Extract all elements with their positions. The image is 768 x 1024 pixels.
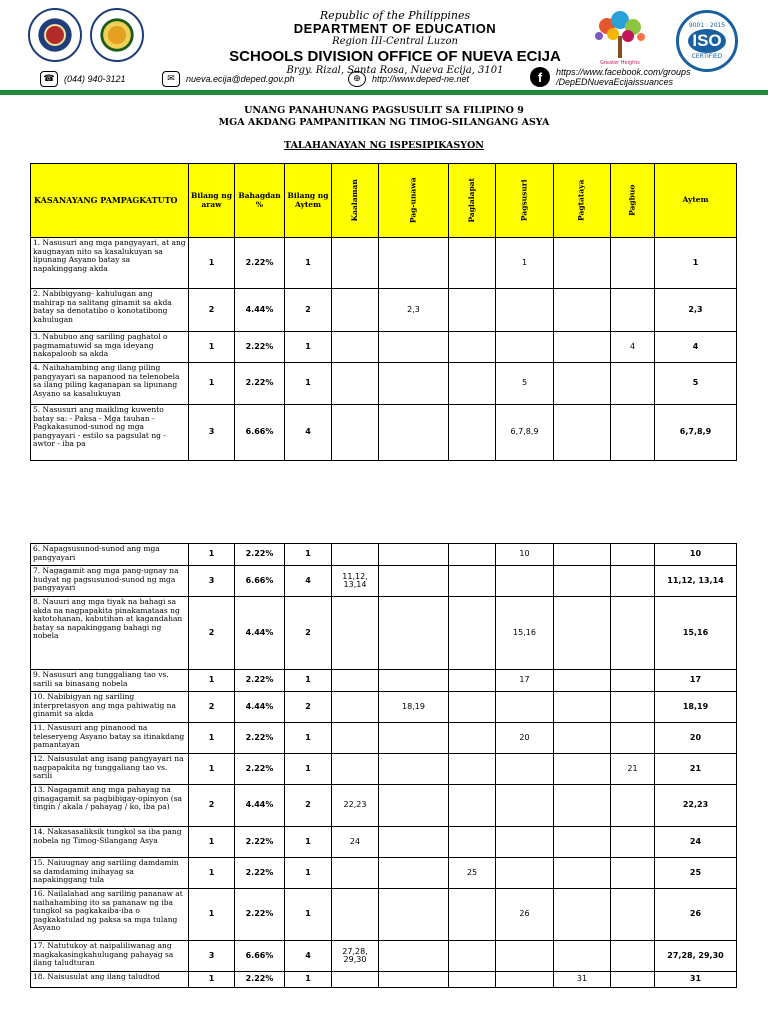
pagtataya-cell xyxy=(554,670,611,692)
pagtataya-cell xyxy=(554,858,611,889)
percent-cell: 2.22% xyxy=(235,754,285,785)
percent-cell: 6.66% xyxy=(235,405,285,461)
aytem-cell: 24 xyxy=(655,827,737,858)
percent-cell: 2.22% xyxy=(235,827,285,858)
iso-standard: 9001 : 2015 xyxy=(688,22,726,29)
table-row xyxy=(31,289,737,332)
pagbuo-cell xyxy=(611,692,655,723)
globe-icon: ⊕ xyxy=(348,71,366,87)
pagtataya-cell xyxy=(554,544,611,566)
pag-unawa-cell xyxy=(379,723,449,754)
pagsusuri-cell xyxy=(496,566,554,597)
item-count-cell: 1 xyxy=(285,889,332,941)
pag-unawa-cell xyxy=(379,544,449,566)
tree-caption: Greater Heights xyxy=(600,60,640,66)
table-row xyxy=(31,544,737,566)
aytem-cell: 4 xyxy=(655,332,737,363)
pag-unawa-cell xyxy=(379,889,449,941)
pagtataya-cell xyxy=(554,889,611,941)
pagtataya-cell xyxy=(554,363,611,405)
kaalaman-cell: 27,28, 29,30 xyxy=(332,941,379,972)
pagbuo-cell xyxy=(611,363,655,405)
kaalaman-cell xyxy=(332,972,379,988)
percent-cell: 6.66% xyxy=(235,566,285,597)
office-line: SCHOOLS DIVISION OFFICE OF NUEVA ECIJA xyxy=(229,48,561,65)
percent-cell: 2.22% xyxy=(235,363,285,405)
division-seal-logo xyxy=(90,8,144,62)
pag-unawa-cell xyxy=(379,332,449,363)
kaalaman-cell xyxy=(332,363,379,405)
pagsusuri-cell: 17 xyxy=(496,670,554,692)
pagtataya-cell xyxy=(554,289,611,332)
paglalapat-cell xyxy=(449,754,496,785)
aytem-cell: 1 xyxy=(655,238,737,289)
competency-cell: 12. Naisusulat ang isang pangyayari na nagpapakita ng tunggaliang tao vs. sarili xyxy=(31,754,189,785)
aytem-cell: 18,19 xyxy=(655,692,737,723)
facebook-line-1: https://www.facebook.com/groups xyxy=(556,67,691,77)
competency-cell: 15. Naiuugnay ang sariling damdamin sa damdaming inihayag sa napakinggang tula xyxy=(31,858,189,889)
deped-seal-logo xyxy=(28,8,82,62)
days-cell: 1 xyxy=(189,723,235,754)
website-text: http://www.deped-ne.net xyxy=(372,74,470,84)
kaalaman-cell xyxy=(332,858,379,889)
aytem-cell: 21 xyxy=(655,754,737,785)
days-cell: 1 xyxy=(189,238,235,289)
kaalaman-cell: 24 xyxy=(332,827,379,858)
republic-line: Republic of the Philippines xyxy=(319,9,471,22)
aytem-cell: 25 xyxy=(655,858,737,889)
pagbuo-cell xyxy=(611,405,655,461)
item-count-cell: 1 xyxy=(285,972,332,988)
pagtataya-cell xyxy=(554,723,611,754)
header-pag-unawa: Pag-unawa xyxy=(379,164,449,238)
pagsusuri-cell: 15,16 xyxy=(496,597,554,670)
item-count-cell: 2 xyxy=(285,597,332,670)
iso-certified: CERTIFIED xyxy=(691,53,723,60)
competency-cell: 5. Nasusuri ang maikling kuwento batay sa: - Paksa - Mga tauhan - Pagkakasunod-sunod ng mga pangyayari - estilo sa pagsulat ng - awtor - iba pa xyxy=(31,405,189,461)
aytem-cell: 11,12, 13,14 xyxy=(655,566,737,597)
kaalaman-cell xyxy=(332,692,379,723)
percent-cell: 4.44% xyxy=(235,692,285,723)
facebook-icon: f xyxy=(530,67,550,87)
paglalapat-cell xyxy=(449,692,496,723)
aytem-cell: 26 xyxy=(655,889,737,941)
pagsusuri-cell xyxy=(496,972,554,988)
header-aytem: Aytem xyxy=(655,164,737,238)
paglalapat-cell xyxy=(449,723,496,754)
pagtataya-cell xyxy=(554,405,611,461)
mail-icon: ✉ xyxy=(162,71,180,87)
percent-cell: 6.66% xyxy=(235,941,285,972)
pagsusuri-cell: 6,7,8,9 xyxy=(496,405,554,461)
facebook-contact xyxy=(530,68,691,86)
pagbuo-cell xyxy=(611,723,655,754)
pagtataya-cell xyxy=(554,785,611,827)
facebook-text xyxy=(556,67,691,87)
header-percent: Bahagdan % xyxy=(235,164,285,238)
percent-cell: 2.22% xyxy=(235,723,285,754)
item-count-cell: 4 xyxy=(285,405,332,461)
pagsusuri-cell: 1 xyxy=(496,238,554,289)
specification-table-part-1 xyxy=(30,163,737,461)
paglalapat-cell xyxy=(449,941,496,972)
header-kaalaman: Kaalaman xyxy=(332,164,379,238)
item-count-cell: 4 xyxy=(285,941,332,972)
aytem-cell: 27,28, 29,30 xyxy=(655,941,737,972)
days-cell: 2 xyxy=(189,785,235,827)
iso-label: ISO xyxy=(688,29,726,53)
kaalaman-cell xyxy=(332,597,379,670)
percent-cell: 2.22% xyxy=(235,972,285,988)
table-row xyxy=(31,858,737,889)
item-count-cell: 4 xyxy=(285,566,332,597)
days-cell: 3 xyxy=(189,566,235,597)
exam-title: UNANG PANAHUNANG PAGSUSULIT SA FILIPINO 9 xyxy=(244,105,524,116)
aytem-cell: 15,16 xyxy=(655,597,737,670)
kaalaman-cell xyxy=(332,405,379,461)
table-header-row xyxy=(31,164,737,238)
header-pagsusuri: Pagsusuri xyxy=(496,164,554,238)
days-cell: 1 xyxy=(189,889,235,941)
aytem-cell: 17 xyxy=(655,670,737,692)
pag-unawa-cell xyxy=(379,363,449,405)
pagsusuri-cell: 26 xyxy=(496,889,554,941)
email-text: nueva.ecija@deped.gov.ph xyxy=(186,74,295,84)
aytem-cell: 5 xyxy=(655,363,737,405)
item-count-cell: 1 xyxy=(285,670,332,692)
competency-cell: 1. Nasusuri ang mga pangyayari, at ang kaugnayan nito sa kasalukuyan sa lipunang Asyano batay sa napakinggang akda xyxy=(31,238,189,289)
table-row xyxy=(31,723,737,754)
address-line: Brgy. Rizal, Santa Rosa, Nueva Ecija, 3101 xyxy=(286,65,504,76)
header-divider xyxy=(0,90,768,95)
aytem-cell: 6,7,8,9 xyxy=(655,405,737,461)
competency-cell: 10. Nabibigyan ng sariling interpretasyon ang mga pahiwatig na ginamit sa akda xyxy=(31,692,189,723)
days-cell: 1 xyxy=(189,332,235,363)
pagbuo-cell xyxy=(611,544,655,566)
paglalapat-cell xyxy=(449,289,496,332)
header-days: Bilang ng araw xyxy=(189,164,235,238)
competency-cell: 6. Napagsusunod-sunod ang mga pangyayari xyxy=(31,544,189,566)
pagsusuri-cell xyxy=(496,692,554,723)
pagsusuri-cell: 20 xyxy=(496,723,554,754)
table-row xyxy=(31,566,737,597)
phone-contact xyxy=(40,70,126,88)
pagsusuri-cell: 10 xyxy=(496,544,554,566)
kaalaman-cell: 11,12, 13,14 xyxy=(332,566,379,597)
pagsusuri-cell xyxy=(496,754,554,785)
days-cell: 1 xyxy=(189,754,235,785)
pagbuo-cell xyxy=(611,941,655,972)
tree-logo xyxy=(585,10,655,66)
header-pagbuo: Pagbuo xyxy=(611,164,655,238)
item-count-cell: 1 xyxy=(285,754,332,785)
competency-cell: 14. Nakasasaliksik tungkol sa iba pang nobela ng Timog-Silangang Asya xyxy=(31,827,189,858)
item-count-cell: 1 xyxy=(285,827,332,858)
days-cell: 2 xyxy=(189,597,235,670)
facebook-line-2: /DepEDNuevaEcijaissuances xyxy=(556,77,674,87)
competency-cell: 13. Nagagamit ang mga pahayag na ginagagamit sa pagbibigay-opinyon (sa tingin / akala / pahayag / ko, iba pa) xyxy=(31,785,189,827)
paglalapat-cell xyxy=(449,363,496,405)
item-count-cell: 2 xyxy=(285,289,332,332)
table-title: TALAHANAYAN NG ISPESIPIKASYON xyxy=(284,140,484,151)
item-count-cell: 1 xyxy=(285,332,332,363)
table-row xyxy=(31,238,737,289)
aytem-cell: 20 xyxy=(655,723,737,754)
pagbuo-cell xyxy=(611,566,655,597)
table-row xyxy=(31,363,737,405)
days-cell: 2 xyxy=(189,692,235,723)
paglalapat-cell xyxy=(449,566,496,597)
competency-cell: 7. Nagagamit ang mga pang-ugnay na hudyat ng pagsusunod-sunod ng mga pangyayari xyxy=(31,566,189,597)
competency-cell: 3. Nabubuo ang sariling paghatol o pagmamatuwid sa mga ideyang nakapaloob sa akda xyxy=(31,332,189,363)
pagsusuri-cell xyxy=(496,289,554,332)
pag-unawa-cell xyxy=(379,972,449,988)
days-cell: 1 xyxy=(189,670,235,692)
kaalaman-cell xyxy=(332,889,379,941)
table-row xyxy=(31,754,737,785)
kaalaman-cell xyxy=(332,238,379,289)
table-row xyxy=(31,670,737,692)
table-row xyxy=(31,941,737,972)
paglalapat-cell xyxy=(449,238,496,289)
pag-unawa-cell: 2,3 xyxy=(379,289,449,332)
table-row xyxy=(31,785,737,827)
header-paglalapat: Paglalapat xyxy=(449,164,496,238)
department-line: DEPARTMENT OF EDUCATION xyxy=(293,21,497,36)
pagbuo-cell xyxy=(611,889,655,941)
days-cell: 3 xyxy=(189,941,235,972)
kaalaman-cell xyxy=(332,544,379,566)
pagbuo-cell: 4 xyxy=(611,332,655,363)
item-count-cell: 1 xyxy=(285,723,332,754)
competency-cell: 11. Nasusuri ang pinanood na teleseryeng Asyano batay sa itinakdang pamantayan xyxy=(31,723,189,754)
days-cell: 1 xyxy=(189,858,235,889)
pagbuo-cell xyxy=(611,670,655,692)
days-cell: 1 xyxy=(189,972,235,988)
pagsusuri-cell: 5 xyxy=(496,363,554,405)
pag-unawa-cell xyxy=(379,597,449,670)
pagtataya-cell xyxy=(554,827,611,858)
percent-cell: 2.22% xyxy=(235,858,285,889)
paglalapat-cell xyxy=(449,597,496,670)
days-cell: 1 xyxy=(189,363,235,405)
pag-unawa-cell xyxy=(379,754,449,785)
paglalapat-cell xyxy=(449,972,496,988)
pagtataya-cell xyxy=(554,597,611,670)
phone-icon: ☎ xyxy=(40,71,58,87)
website-contact xyxy=(348,70,469,88)
days-cell: 2 xyxy=(189,289,235,332)
table-row xyxy=(31,692,737,723)
pagbuo-cell xyxy=(611,827,655,858)
pagbuo-cell xyxy=(611,597,655,670)
table-row xyxy=(31,597,737,670)
aytem-cell: 31 xyxy=(655,972,737,988)
letterhead xyxy=(0,0,768,96)
days-cell: 1 xyxy=(189,544,235,566)
pagbuo-cell: 21 xyxy=(611,754,655,785)
kaalaman-cell xyxy=(332,754,379,785)
kaalaman-cell xyxy=(332,670,379,692)
competency-cell: 2. Nabibigyang- kahulugan ang mahirap na salitang ginamit sa akda batay sa denotatibo o konotatibong kahulugan xyxy=(31,289,189,332)
pagsusuri-cell xyxy=(496,941,554,972)
paglalapat-cell xyxy=(449,405,496,461)
paglalapat-cell: 25 xyxy=(449,858,496,889)
kaalaman-cell xyxy=(332,332,379,363)
pagtataya-cell: 31 xyxy=(554,972,611,988)
competency-cell: 18. Naisusulat ang ilang taludtod xyxy=(31,972,189,988)
paglalapat-cell xyxy=(449,785,496,827)
percent-cell: 2.22% xyxy=(235,238,285,289)
pagbuo-cell xyxy=(611,238,655,289)
item-count-cell: 2 xyxy=(285,692,332,723)
item-count-cell: 1 xyxy=(285,238,332,289)
competency-cell: 16. Nailalahad ang sariling pananaw at naihahambing ito sa pananaw ng iba tungkol sa pagkakaiba-iba o pagkakatulad ng paksa sa mga tulang Asyano xyxy=(31,889,189,941)
days-cell: 1 xyxy=(189,827,235,858)
paglalapat-cell xyxy=(449,332,496,363)
pag-unawa-cell xyxy=(379,566,449,597)
percent-cell: 4.44% xyxy=(235,785,285,827)
letterhead-text xyxy=(200,10,590,77)
pag-unawa-cell xyxy=(379,238,449,289)
email-contact xyxy=(162,70,295,88)
pagbuo-cell xyxy=(611,972,655,988)
pagtataya-cell xyxy=(554,754,611,785)
competency-cell: 8. Nauuri ang mga tiyak na bahagi sa akda na nagpapakita pinakamataas ng katotohanan, kabutihan at kagandahan batay sa napakinggang bahagi ng nobela xyxy=(31,597,189,670)
pag-unawa-cell xyxy=(379,858,449,889)
phone-text: (044) 940-3121 xyxy=(64,74,126,84)
days-cell: 3 xyxy=(189,405,235,461)
competency-cell: 4. Naihahambing ang ilang piling pangyayari sa napanood na telenobela sa ilang piling kaganapan sa lipunang Asyano sa kasalukuyan xyxy=(31,363,189,405)
pag-unawa-cell xyxy=(379,827,449,858)
competency-cell: 9. Nasusuri ang tunggaliang tao vs. sarili sa binasang nobela xyxy=(31,670,189,692)
item-count-cell: 2 xyxy=(285,785,332,827)
percent-cell: 2.22% xyxy=(235,889,285,941)
percent-cell: 2.22% xyxy=(235,544,285,566)
percent-cell: 4.44% xyxy=(235,289,285,332)
table-row xyxy=(31,332,737,363)
pagsusuri-cell xyxy=(496,827,554,858)
paglalapat-cell xyxy=(449,670,496,692)
item-count-cell: 1 xyxy=(285,544,332,566)
pag-unawa-cell xyxy=(379,405,449,461)
percent-cell: 2.22% xyxy=(235,332,285,363)
percent-cell: 2.22% xyxy=(235,670,285,692)
item-count-cell: 1 xyxy=(285,363,332,405)
aytem-cell: 2,3 xyxy=(655,289,737,332)
kaalaman-cell xyxy=(332,723,379,754)
paglalapat-cell xyxy=(449,827,496,858)
pagtataya-cell xyxy=(554,692,611,723)
item-count-cell: 1 xyxy=(285,858,332,889)
header-pagtataya: Pagtataya xyxy=(554,164,611,238)
table-row xyxy=(31,827,737,858)
table-row xyxy=(31,405,737,461)
pagsusuri-cell xyxy=(496,858,554,889)
pag-unawa-cell xyxy=(379,785,449,827)
kaalaman-cell xyxy=(332,289,379,332)
aytem-cell: 10 xyxy=(655,544,737,566)
percent-cell: 4.44% xyxy=(235,597,285,670)
pagtataya-cell xyxy=(554,941,611,972)
exam-subtitle: MGA AKDANG PAMPANITIKAN NG TIMOG-SILANGANG ASYA xyxy=(218,117,550,128)
aytem-cell: 22,23 xyxy=(655,785,737,827)
pag-unawa-cell xyxy=(379,670,449,692)
pag-unawa-cell: 18,19 xyxy=(379,692,449,723)
pagbuo-cell xyxy=(611,858,655,889)
pagtataya-cell xyxy=(554,566,611,597)
table-row xyxy=(31,889,737,941)
pagtataya-cell xyxy=(554,238,611,289)
specification-table-part-2 xyxy=(30,543,737,988)
kaalaman-cell: 22,23 xyxy=(332,785,379,827)
pagbuo-cell xyxy=(611,785,655,827)
header-competency: KASANAYANG PAMPAGKATUTO xyxy=(31,164,189,238)
iso-certified-badge xyxy=(676,10,738,72)
region-line: Region III-Central Luzon xyxy=(332,36,458,47)
pagbuo-cell xyxy=(611,289,655,332)
pagsusuri-cell xyxy=(496,332,554,363)
paglalapat-cell xyxy=(449,889,496,941)
pag-unawa-cell xyxy=(379,941,449,972)
competency-cell: 17. Natutukoy at naipaliliwanag ang magkakasingkahulugang pahayag sa ilang taludturan xyxy=(31,941,189,972)
table-row xyxy=(31,972,737,988)
pagtataya-cell xyxy=(554,332,611,363)
header-item-count: Bilang ng Aytem xyxy=(285,164,332,238)
paglalapat-cell xyxy=(449,544,496,566)
pagsusuri-cell xyxy=(496,785,554,827)
